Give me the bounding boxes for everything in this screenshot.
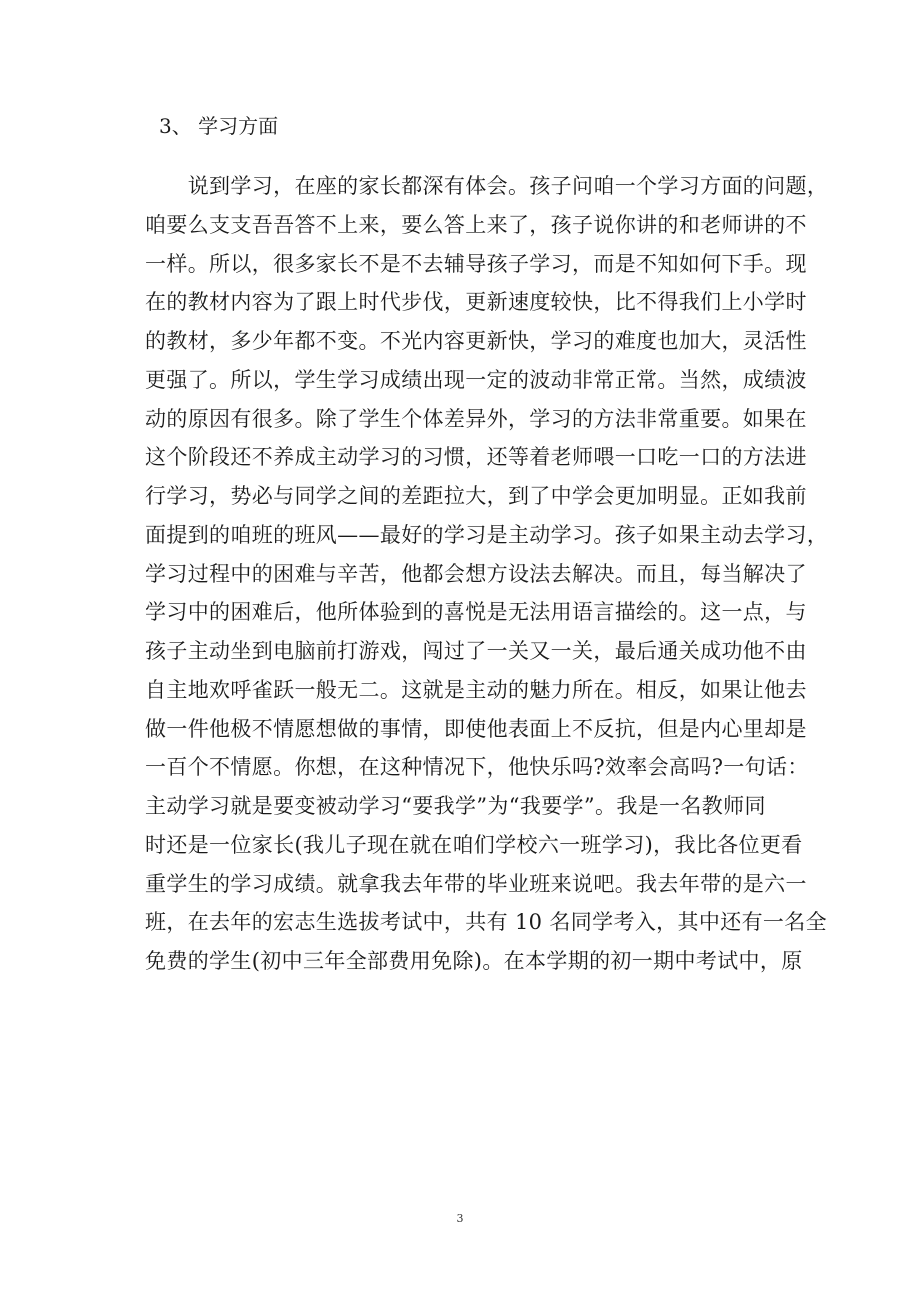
text-line: 更强了。所以，学生学习成绩出现一定的波动非常正常。当然，成绩波 — [145, 367, 807, 392]
text-line: 咱要么支支吾吾答不上来，要么答上来了，孩子说你讲的和老师讲的不 — [145, 212, 807, 237]
text-line: 免费的学生(初中三年全部费用免除)。在本学期的初一期中考试中，原 — [145, 949, 803, 973]
text-line: 动的原因有很多。除了学生个体差异外，学习的方法非常重要。如果在 — [145, 406, 807, 431]
section-heading: 3、 学习方面 — [159, 114, 279, 138]
text-line: 说到学习，在座的家长都深有体会。孩子问咱一个学习方面的问题， — [145, 174, 829, 198]
text-line: 时还是一位家长(我儿子现在就在咱们学校六一班学习)，我比各位更看 — [145, 832, 803, 857]
text-line: 班，在去年的宏志生选拔考试中，共有 10 名同学考入，其中还有一名全 — [145, 910, 827, 935]
text-line: 的教材，多少年都不变。不光内容更新快，学习的难度也加大，灵活性 — [145, 329, 807, 353]
page-number: 3 — [456, 1212, 464, 1225]
text-line: 主动学习就是要变被动学习“要我学”为“我要学”。我是一名教师同 — [145, 794, 766, 818]
body-paragraph — [145, 167, 829, 981]
text-line: 行学习，势必与同学之间的差距拉大，到了中学会更加明显。正如我前 — [145, 484, 807, 508]
text-line: 一百个不情愿。你想，在这种情况下，他快乐吗?效率会高吗?一句话： — [145, 755, 809, 780]
text-line: 在的教材内容为了跟上时代步伐，更新速度较快，比不得我们上小学时 — [145, 290, 807, 315]
text-line: 学习过程中的困难与辛苦，他都会想方设法去解决。而且，每当解决了 — [145, 561, 807, 586]
text-line: 孩子主动坐到电脑前打游戏，闯过了一关又一关，最后通关成功他不由 — [145, 639, 807, 663]
text-line: 一样。所以，很多家长不是不去辅导孩子学习，而是不知如何下手。现 — [145, 251, 807, 276]
text-line: 自主地欢呼雀跃一般无二。这就是主动的魅力所在。相反，如果让他去 — [145, 677, 807, 702]
text-line: 重学生的学习成绩。就拿我去年带的毕业班来说吧。我去年带的是六一 — [145, 871, 807, 896]
text-line: 学习中的困难后，他所体验到的喜悦是无法用语言描绘的。这一点，与 — [145, 600, 807, 625]
text-line: 面提到的咱班的班风——最好的学习是主动学习。孩子如果主动去学习， — [145, 522, 829, 547]
text-line: 这个阶段还不养成主动学习的习惯，还等着老师喂一口吃一口的方法进 — [145, 445, 807, 470]
text-line: 做一件他极不情愿想做的事情，即使他表面上不反抗，但是内心里却是 — [145, 716, 807, 741]
